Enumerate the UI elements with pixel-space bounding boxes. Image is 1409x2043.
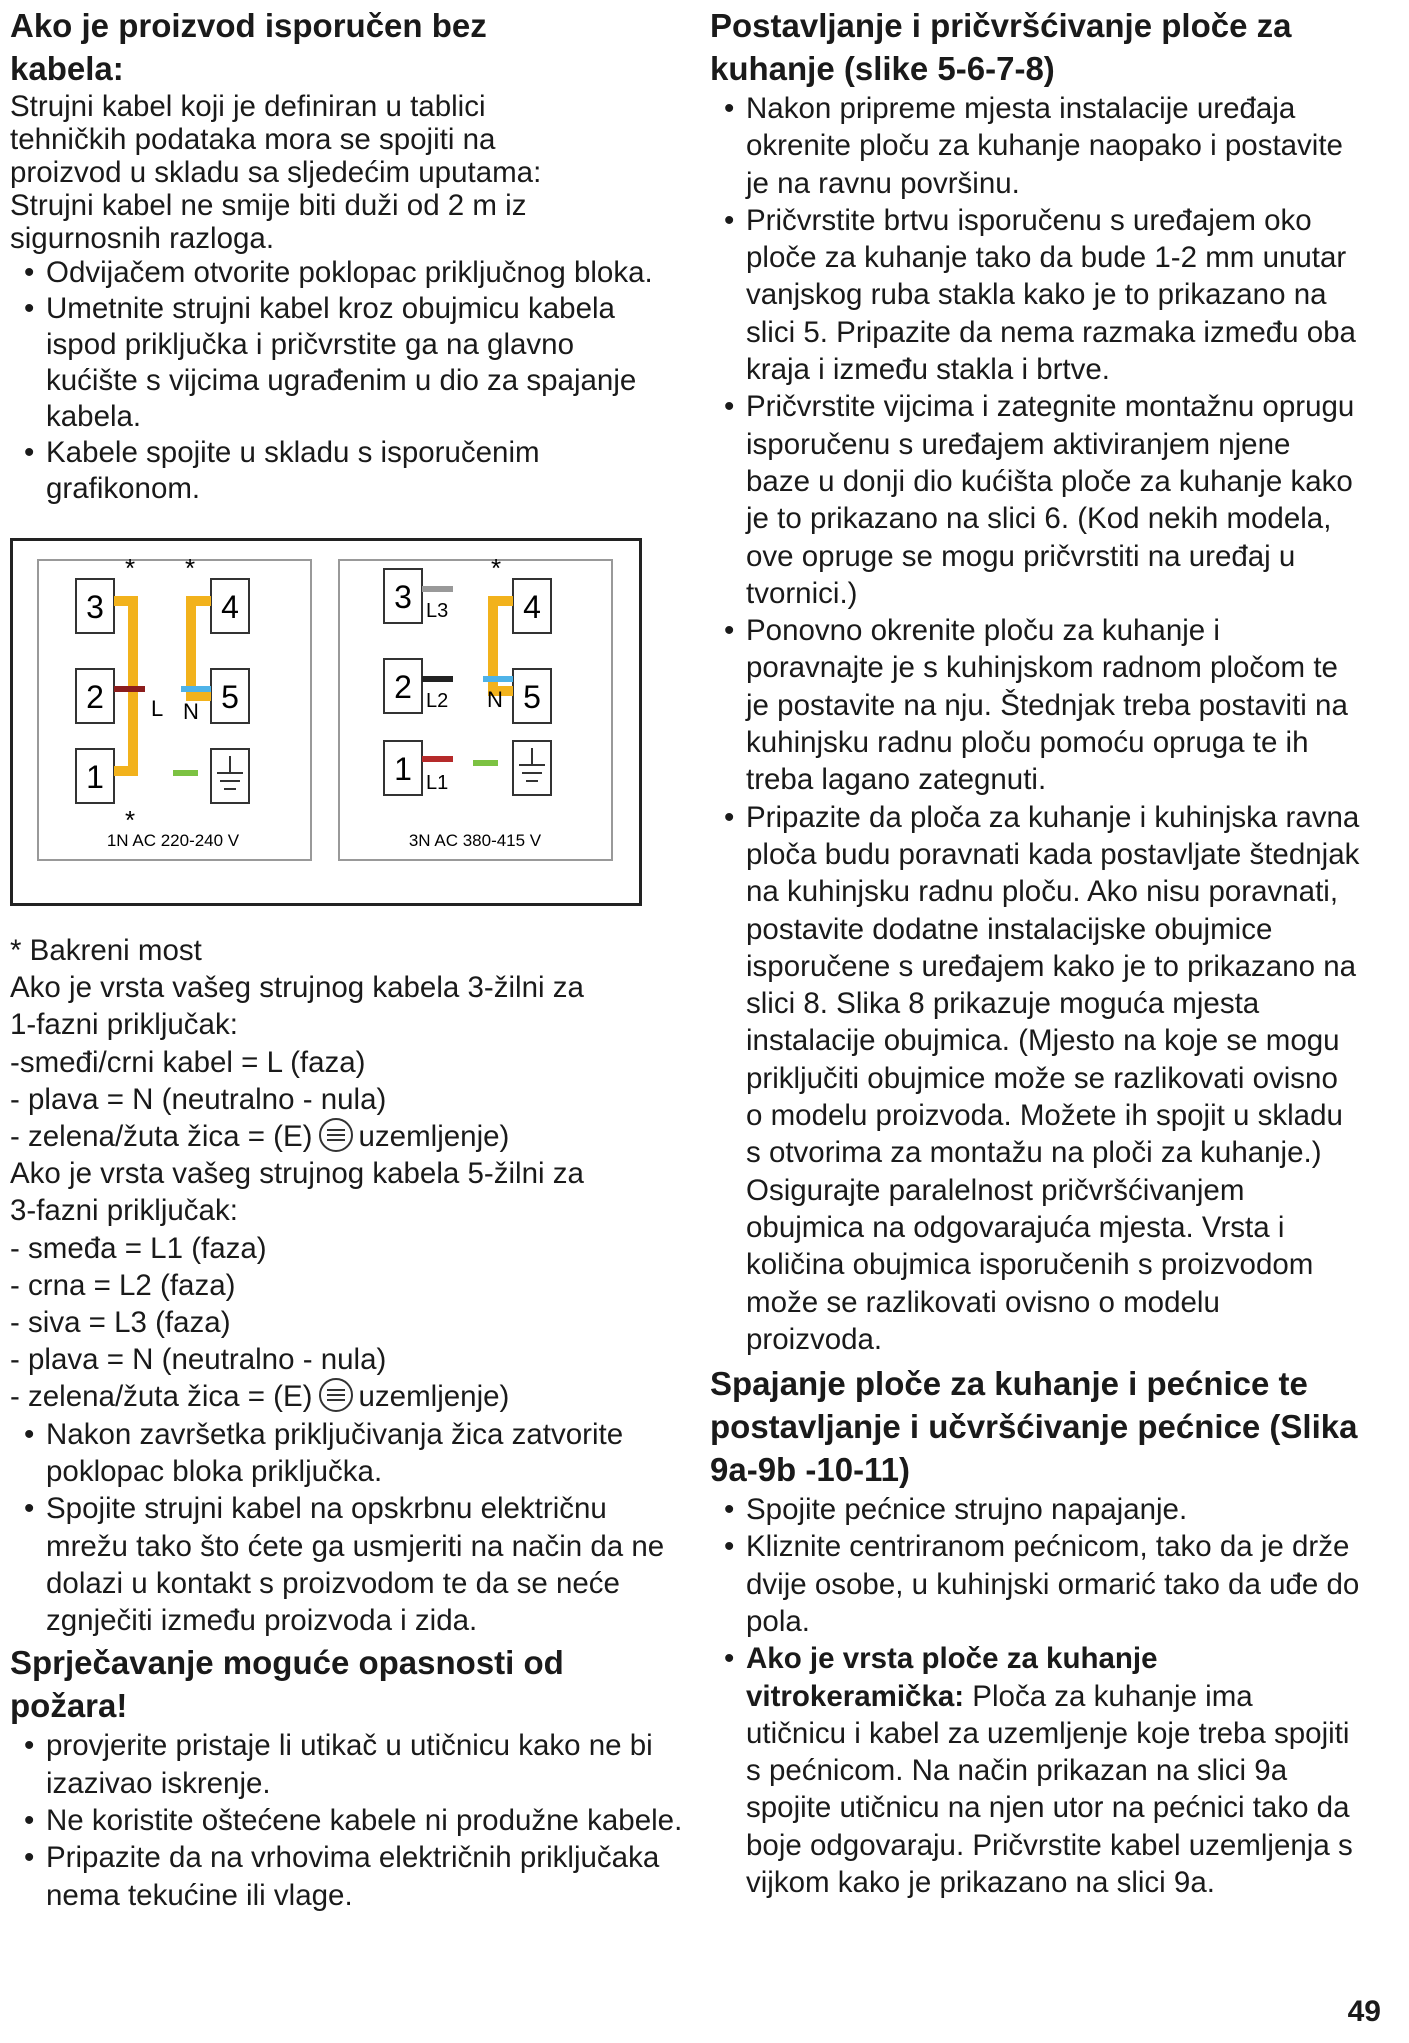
left-bridge-4-5 xyxy=(191,601,211,696)
earth-symbol-icon xyxy=(319,1118,353,1152)
note-line: - smeđa = L1 (faza) xyxy=(10,1231,267,1265)
label-N-right: N xyxy=(487,687,503,712)
note-line: Ako je vrsta vašeg strujnog kabela 5-žilni za xyxy=(10,1157,584,1191)
left-terminal-2 xyxy=(76,669,114,723)
intro-text: Strujni kabel koji je definiran u tablici tehničkih podataka mora se spojiti na proizvod u skladu sa sljedećim uputama: Strujni kabel ne smije biti duži od 2 m iz sigurnosnih razloga. xyxy=(10,90,542,255)
star-2: * xyxy=(185,553,196,583)
left-caption: 1N AC 220-240 V xyxy=(106,831,240,850)
bullet-route-cable: • Spojite strujni kabel na opskrbnu električnu mrežu tako što ćete ga usmjeriti na način da ne dolazi u kontakt s proizvodom te da se neće zgnječiti između proizvoda i zida. xyxy=(10,1490,686,1639)
right-earth-icon xyxy=(513,741,551,795)
star-4: * xyxy=(491,553,502,583)
svg-text:3: 3 xyxy=(86,589,104,625)
note-line: Ako je vrsta vašeg strujnog kabela 3-žilni za xyxy=(10,971,584,1005)
left-terminal-4 xyxy=(211,579,249,633)
right-caption: 3N AC 380-415 V xyxy=(408,831,542,850)
right-terminal-5 xyxy=(513,669,551,723)
bullet-power-oven: • Spojite pećnice strujno napajanje. xyxy=(710,1491,1360,1528)
note-line: - plava = N (neutralno - nula) xyxy=(10,1082,387,1116)
note-line: - plava = N (neutralno - nula) xyxy=(10,1343,387,1377)
right-terminal-4 xyxy=(513,579,551,633)
bullet-insert-cable: • Umetnite strujni kabel kroz obujmicu kabela ispod priključka i pričvrstite ga na glavno kućište s vijcima ugrađenim u dio za spajanje kabela. xyxy=(10,291,666,435)
svg-text:3: 3 xyxy=(394,579,412,615)
heading-fire-hazard: Sprječavanje moguće opasnosti od požara! xyxy=(10,1644,564,1725)
svg-text:1: 1 xyxy=(86,759,104,795)
bullet-check-plug: • provjerite pristaje li utikač u utičnicu kako ne bi izazivao iskrenje. xyxy=(10,1727,686,1802)
note-line: - crna = L2 (faza) xyxy=(10,1268,236,1302)
label-L1: L1 xyxy=(426,772,449,794)
note-line: * Bakreni most xyxy=(10,934,202,967)
label-L3: L3 xyxy=(426,600,449,622)
heading-no-cable: Ako je proizvod isporučen bez kabela: xyxy=(10,7,487,87)
heading-connect-oven: Spajanje ploče za kuhanje i pećnice te postavljanje i učvršćivanje pećnice (Slika 9a-9b -10-11) xyxy=(710,1365,1358,1489)
bullet-open-cover: • Odvijačem otvorite poklopac priključnog bloka. xyxy=(10,255,666,291)
note-line-ground: - zelena/žuta žica = (E) uzemljenje) xyxy=(10,1380,510,1414)
svg-text:5: 5 xyxy=(523,679,541,715)
bullet-no-damaged-cables: • Ne koristite oštećene kabele ni produžne kabele. xyxy=(10,1802,686,1839)
bullet-close-cover: • Nakon završetka priključivanja žica zatvorite poklopac bloka priključka. xyxy=(10,1416,686,1491)
svg-text:5: 5 xyxy=(221,679,239,715)
svg-text:4: 4 xyxy=(221,589,239,625)
label-L2: L2 xyxy=(426,690,449,712)
note-line: 1-fazni priključak: xyxy=(10,1008,238,1042)
star-1: * xyxy=(125,553,136,583)
right-panel-frame xyxy=(339,560,612,860)
bullet-vitroceramic: • Ako je vrsta ploče za kuhanje vitrokeramička: Ploča za kuhanje ima utičnicu i kabel za uzemljenje koje treba spojiti s pećnicom. Na način prikazan na slici 9a spojite utičnicu na njen utor na pećnici tako da boje odgovaraju. Pričvrstite kabel uzemljenja s vijkom kako je prikazano na slici 9a. xyxy=(710,1640,1360,1901)
earth-symbol-icon xyxy=(319,1378,353,1412)
right-terminal-3 xyxy=(384,569,422,623)
bullet-slide-oven: • Kliznite centriranom pećnicom, tako da je drže dvije osobe, u kuhinjski ormarić tako da uđe do pola. xyxy=(710,1528,1360,1640)
bullet-no-moisture: • Pripazite da na vrhovima električnih priključaka nema tekućine ili vlage. xyxy=(10,1839,686,1914)
label-L: L xyxy=(151,696,164,721)
right-column xyxy=(710,0,1360,1901)
note-line: -smeđi/crni kabel = L (faza) xyxy=(10,1045,366,1079)
left-earth-icon xyxy=(211,749,249,803)
left-bridge-3-2 xyxy=(114,601,133,696)
left-terminal-3 xyxy=(76,579,114,633)
left-bridge-1-2 xyxy=(114,696,133,771)
left-terminal-1 xyxy=(76,749,114,803)
left-column xyxy=(10,0,682,507)
right-terminal-2 xyxy=(384,659,422,713)
bullet-clamps: • Pripazite da ploča za kuhanje i kuhinjska ravna ploča budu poravnati kada postavljate štednjak na kuhinjsku radnu ploču. Ako nisu poravnati, postavite dodatne instalacijske obujmice isporučene s uređajem kako je to prikazano na slici 8. Slika 8 prikazuje moguća mjesta instalacije obujmica. (Mjesto na koje se mogu priključiti obujmice može se razlikovati ovisno o modelu proizvoda. Možete ih spojit u skladu s otvorima za montažu na ploči za kuhanje.) Osigurajte paralelnost pričvršćivanjem obujmica na odgovarajuća mjesta. Vrsta i količina obujmica isporučenih s proizvodom može se razlikovati ovisno o modelu proizvoda. xyxy=(710,799,1360,1358)
right-terminal-1 xyxy=(384,741,422,795)
note-line-ground: - zelena/žuta žica = (E) uzemljenje) xyxy=(10,1120,510,1154)
left-lower xyxy=(10,932,682,1914)
bullet-spring: • Pričvrstite vijcima i zategnite montažnu oprugu isporučenu s uređajem aktiviranjem njene baze u donji dio kućišta ploče za kuhanje kako je to prikazano na slici 6. (Kod nekih modela, ove opruge se mogu pričvrstiti na uređaj u tvornici.) xyxy=(710,388,1360,612)
svg-text:2: 2 xyxy=(86,679,104,715)
bullet-align: • Ponovno okrenite ploču za kuhanje i poravnajte je s kuhinjskom radnom pločom te je postavite na nju. Štednjak treba postaviti na kuhinjsku radnu ploču pomoću opruga te ih treba lagano zategnuti. xyxy=(710,612,1360,798)
heading-mounting: Postavljanje i pričvršćivanje ploče za kuhanje (slike 5-6-7-8) xyxy=(710,7,1292,87)
star-3: * xyxy=(125,805,136,835)
svg-text:4: 4 xyxy=(523,589,541,625)
note-line: - siva = L3 (faza) xyxy=(10,1306,231,1340)
left-terminal-5 xyxy=(211,669,249,723)
note-line: 3-fazni priključak: xyxy=(10,1194,238,1228)
bullet-connect-cables: • Kabele spojite u skladu s isporučenim grafikonom. xyxy=(10,435,666,507)
label-N: N xyxy=(183,699,199,724)
page-number: 49 xyxy=(1347,1995,1381,2028)
bullet-seal: • Pričvrstite brtvu isporučenu s uređajem oko ploče za kuhanje tako da bude 1-2 mm unutar vanjskog ruba stakla kako je to prikazano na slici 5. Pripazite da nema razmaka između oba kraja i između stakla i brtve. xyxy=(710,202,1360,388)
svg-text:2: 2 xyxy=(394,669,412,705)
wiring-diagram xyxy=(10,538,642,906)
bullet-flip-hob: • Nakon pripreme mjesta instalacije uređaja okrenite ploču za kuhanje naopako i postavite je na ravnu površinu. xyxy=(710,90,1360,202)
svg-text:1: 1 xyxy=(394,751,412,787)
